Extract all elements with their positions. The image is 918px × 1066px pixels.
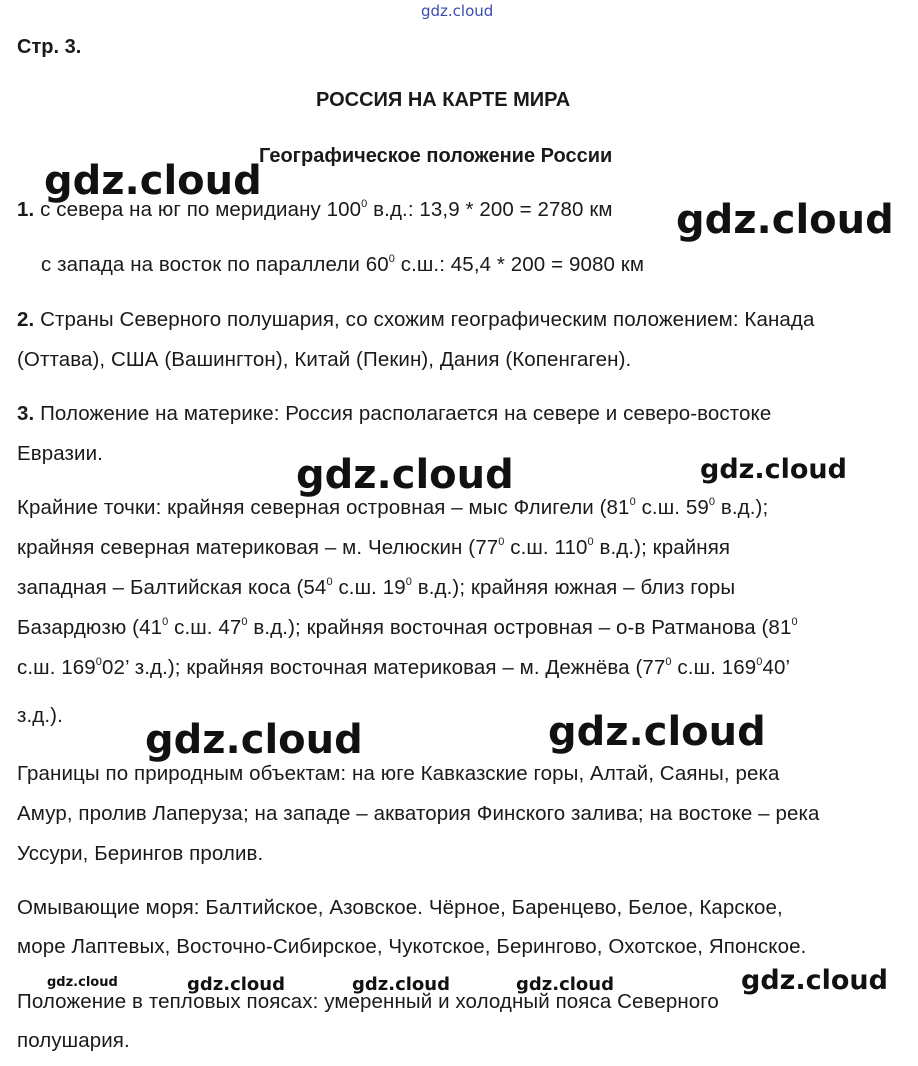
q2-line-2: (Оттава), США (Вашингтон), Китай (Пекин), Дания (Копенгаген). (17, 348, 632, 371)
extreme-line-5: с.ш. $169^002$’ з.д.); крайняя восточная материковая – м. Дежнёва ($77^0$ с.ш. $169^040$’ (17, 656, 791, 679)
extreme-line-6: з.д.). (17, 704, 63, 727)
seas-line-1: Омывающие моря: Балтийское, Азовское. Чёрное, Баренцево, Белое, Карское, (17, 896, 783, 919)
extreme-line-4: Базардюзю ($41^0$ с.ш. $47^0$ в.д.); крайняя восточная островная – о-в Ратманова ($81^0$ (17, 616, 798, 639)
watermark: gdz.cloud (352, 974, 450, 995)
watermark: gdz.cloud (47, 975, 118, 990)
extreme-line-3: западная – Балтийская коса ($54^0$ с.ш. $19^0$ в.д.); крайняя южная – близ горы (17, 576, 736, 599)
q2-line-1: 2. Страны Северного полушария, со схожим географическим положением: Канада (17, 308, 815, 331)
watermark: gdz.cloud (516, 974, 614, 995)
watermark: gdz.cloud (296, 452, 514, 498)
zones-line-1: Положение в тепловых поясах: умеренный и холодный пояса Северного (17, 990, 719, 1013)
q3-line-2: Евразии. (17, 442, 103, 465)
watermark: gdz.cloud (44, 158, 262, 204)
q1-number: 1. (17, 198, 35, 221)
watermark: gdz.cloud (548, 709, 766, 755)
watermark: gdz.cloud (741, 965, 888, 996)
watermark: gdz.cloud (700, 454, 847, 485)
page-label: Стр. 3. (17, 36, 82, 58)
watermark: gdz.cloud (676, 197, 894, 243)
q1-line-1: 1. с севера на юг по меридиану $100^0$ в.д.: 13,9 * 200 = 2780 км (17, 198, 613, 221)
zones-line-2: полушария. (17, 1029, 130, 1052)
watermark-top: gdz.cloud (421, 2, 494, 20)
extreme-line-1: Крайние точки: крайняя северная островная – мыс Флигели ($81^0$ с.ш. $59^0$ в.д.); (17, 496, 769, 519)
watermark: gdz.cloud (187, 974, 285, 995)
borders-line-1: Границы по природным объектам: на юге Кавказские горы, Алтай, Саяны, река (17, 762, 780, 785)
watermark: gdz.cloud (145, 717, 363, 763)
q3-number: 3. (17, 402, 35, 425)
page-title: РОССИЯ НА КАРТЕ МИРА (316, 89, 571, 111)
q3-line-1: 3. Положение на материке: Россия располагается на севере и северо-востоке (17, 402, 772, 425)
borders-line-2: Амур, пролив Лаперуза; на западе – акватория Финского залива; на востоке – река (17, 802, 820, 825)
borders-line-3: Уссури, Берингов пролив. (17, 842, 264, 865)
page-subtitle: Географическое положение России (259, 145, 613, 167)
seas-line-2: море Лаптевых, Восточно-Сибирское, Чукотское, Берингово, Охотское, Японское. (17, 935, 807, 958)
extreme-line-2: крайняя северная материковая – м. Челюскин ($77^0$ с.ш. $110^0$ в.д.); крайняя (17, 536, 731, 559)
q2-number: 2. (17, 308, 35, 331)
q1-line-2: с запада на восток по параллели $60^0$ с.ш.: 45,4 * 200 = 9080 км (41, 253, 645, 276)
